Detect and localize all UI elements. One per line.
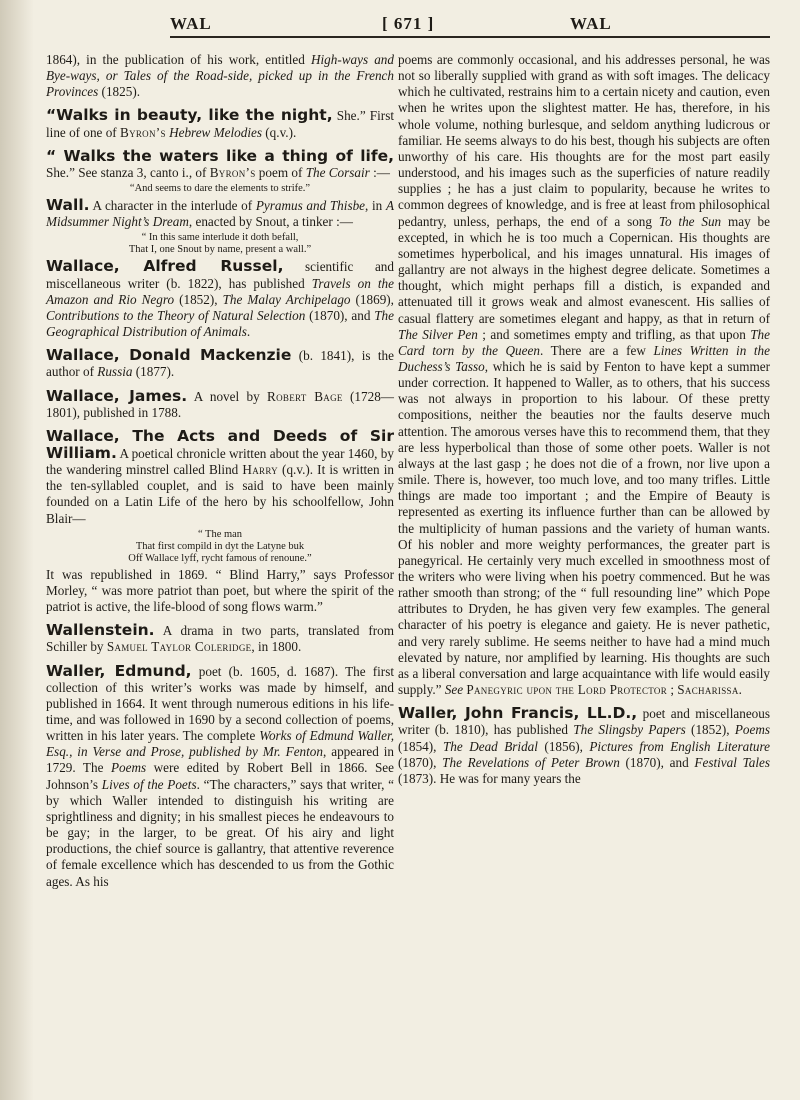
italic-title: Russia (97, 364, 133, 380)
italic-title: The Card torn by the Queen (398, 326, 770, 358)
small-caps-name: Byron’s (119, 124, 166, 140)
entry-text: (1870), and (305, 307, 375, 323)
entry-text: She.” See stanza 3, canto i., of (46, 164, 210, 180)
entry-text: :— (369, 164, 390, 180)
entry-headword: “ Walks the waters like a thing of life, (46, 146, 394, 165)
page-number: [ 671 ] (382, 14, 435, 33)
entry-text: (1869), (350, 291, 394, 307)
entry-text: (b. 1841), is the author of (46, 348, 394, 380)
entry-text: It was republished in 1869. “ Blind Harry,” says Professor Morley, “ was more patriot than poet, but where the spirit of the patriot is active, the life-blood of song flows warm.” (46, 566, 394, 615)
entry-text: (1852), (174, 291, 223, 307)
entry-text: . (246, 324, 251, 340)
entry-text: (q.v.). (261, 124, 297, 140)
entry-text: A character in the interlude of (89, 198, 256, 214)
verse-line: “ The man (197, 528, 243, 540)
entry-text: . There are a few (539, 342, 654, 358)
italic-title: The Malay Archipelago (222, 291, 351, 307)
italic-title: The Revelations of Peter Brown (442, 754, 620, 770)
entry-waller-john (398, 705, 770, 787)
entry-text: scientific and miscellaneous writer (b. 1822), has published (46, 259, 394, 291)
italic-title: Poems (110, 760, 147, 776)
italic-title: High-ways and Bye-ways, or Tales of the Road-side, picked up in the French Provinces (46, 52, 394, 100)
entry-wallace-donald (46, 347, 394, 380)
italic-title: Lives of the Poets (101, 776, 197, 792)
entry-wall (46, 197, 394, 230)
entry-text: . “The characters,” says that writer, “ by which Waller intended to distinguish his writing are sprightliness and dignity; in his smallest pieces he endeavours to be gay; in the larger, to be great. Of his airy and light productions, the chief source is gallantry, that attentive reverence of female excellence which has descended to us from the Gothic ages. As his (46, 776, 394, 889)
entry-text: , enacted by Snout, a tinker :— (188, 214, 353, 230)
italic-title: See (444, 682, 464, 698)
entry-text: , in (365, 198, 386, 214)
entry-text: poet (b. 1605, d. 1687). The first collection of this writer’s works was made by himself, and published in 1664. It went through numerous editions in his life-time, and was followed in 1690 by a second collection of poems, written in his later years. The complete (46, 663, 394, 744)
entry-walks-beauty (46, 107, 394, 140)
header-rule (170, 36, 770, 38)
entry-wallace-william-2 (46, 567, 394, 615)
verse-line: “ In this same interlude it doth befall, (141, 232, 299, 244)
entry-headword: Wallenstein. (46, 621, 155, 640)
italic-title: Lines Written in the Duchess’s Tasso (398, 342, 770, 374)
entry-wallace-james (46, 388, 394, 421)
entry-text: (1728—1801), published in 1788. (46, 388, 394, 420)
entry-text: A novel by (187, 388, 268, 404)
entry-wallace-william (46, 428, 394, 527)
entry-text: She.” First line of one of (46, 108, 394, 140)
entry-text: A drama in two parts, translated from Schiller by (46, 623, 394, 655)
italic-title: The Geographical Distribution of Animals (46, 307, 394, 340)
entry-text: (1852), (685, 722, 735, 738)
entry-cont (46, 52, 394, 100)
verse-quotation (46, 183, 394, 195)
italic-title: Pictures from English Literature (589, 738, 770, 754)
entry-headword: Wallace, Alfred Russel, (46, 257, 284, 276)
entry-text: (1825). (98, 84, 141, 100)
verse-line: Off Wallace lyff, rycht famous of renoune.” (128, 552, 312, 564)
entry-waller-edmund (46, 663, 394, 890)
entry-text: poet and miscellaneous writer (b. 1810), has published (398, 706, 770, 738)
small-caps-name: Sacharissa (677, 682, 739, 698)
italic-title: The Silver Pen (398, 326, 478, 342)
entry-text: poems are commonly occasional, and his addresses personal, he was not so liberally supplied with grand as with soft images. The delicacy which he cultivated, restrains him to a certain nicety and caution, even when he writes upon the slightest matter. He has, therefore, in his whole volume, nothing burlesque, and seldom anything ludicrous or familiar. He seems always to do his best, though his subjects are often unworthy of his care. His thoughts are for the most part easily understood, and his images such as the superficies of nature readily supplies ; he has a just claim to popularity, because he writes to common degrees of knowledge, and is free at least from philosophical pedantry, unless, perhaps, the end of a song (398, 52, 770, 229)
entry-text: were edited by Robert Bell in 1866. See Johnson’s (46, 760, 395, 792)
right-column (398, 52, 770, 787)
entry-text: (1870), and (619, 754, 695, 770)
entry-headword: Wallace, James. (46, 386, 188, 405)
entry-text: ; and sometimes empty and trifling, as that upon (477, 326, 751, 342)
entry-text: . (738, 682, 742, 698)
entry-headword: Wall. (46, 196, 90, 215)
entry-headword: Wallace, The Acts and Deeds of Sir William. (46, 426, 394, 462)
left-column (46, 52, 394, 890)
entry-text: may be excepted, in which he is too much a Copernican. His thoughts are sometimes hyperbolical, and his images unnatural. His images of gallantry are not always in the highest degree delicate. Sometimes a thought, which might perhaps fill a distich, is expanded and attenuated till it grows weak and almost evanescent. His sallies of casual flattery are sometimes elegant and happy, as that in return of (398, 213, 771, 326)
entry-headword: Waller, Edmund, (46, 661, 192, 680)
entry-walks-waters (46, 148, 394, 181)
book-spine-shadow (0, 0, 34, 1100)
italic-title: The Dead Bridal (442, 738, 538, 754)
entry-text: (1854), (398, 738, 443, 754)
entry-text: poem of (255, 164, 306, 180)
entry-text: (1856), (537, 738, 590, 754)
italic-title: The Corsair (305, 164, 370, 180)
italic-title: Festival Tales (694, 754, 770, 770)
running-head-left: WAL (170, 14, 212, 33)
entry-headword: Wallace, Donald Mackenzie (46, 346, 292, 365)
italic-title: Hebrew Melodies (169, 124, 262, 140)
entry-text: , in 1800. (251, 639, 302, 655)
italic-title: A Midsummer Night’s Dream (46, 198, 394, 230)
entry-text: A poetical chronicle written about the year 1460, by the wandering minstrel called Blind (46, 445, 394, 478)
verse-line: That first compild in dyt the Latyne buk (135, 540, 305, 552)
entry-text: (1873). He was for many years the (398, 770, 581, 786)
entry-text: , appeared in 1729. The (46, 744, 394, 776)
page-header (150, 14, 770, 38)
verse-line: That I, one Snout by name, present a wall.” (128, 244, 312, 256)
entry-text: (q.v.). It is written in the ten-syllabled couplet, and is said to have been mainly founded on a Latin Life of the hero by his schoolfellow, John Blair— (46, 462, 394, 526)
small-caps-name: Panegyric upon the Lord Protector (466, 682, 668, 698)
small-caps-name: Robert Bage (267, 388, 343, 404)
italic-title: Pyramus and Thisbe (255, 198, 366, 214)
running-head-right: WAL (570, 14, 612, 33)
verse-line: “And seems to dare the elements to strife.” (129, 183, 311, 195)
small-caps-name: Samuel Taylor Coleridge (106, 639, 252, 655)
italic-title: Travels on the Amazon and Rio Negro (46, 275, 394, 307)
entry-wallace-alfred (46, 258, 394, 340)
entry-wallenstein (46, 622, 394, 655)
italic-title: The Slingsby Papers (573, 722, 686, 738)
entry-waller-cont (398, 52, 770, 698)
small-caps-name: Byron’s (209, 164, 256, 180)
entry-text: 1864), in the publication of his work, entitled (46, 52, 311, 67)
entry-headword: Waller, John Francis, LL.D., (398, 704, 638, 723)
entry-headword: “Walks in beauty, like the night, (46, 106, 333, 125)
entry-text: (1870), (398, 754, 443, 770)
italic-title: Poems (734, 722, 770, 738)
entry-text: , which he is said by Fenton to have kept a summer under correction. It happened to Waller, as to others, that his success was not always in proportion to his labour. Of these pretty compositions, neither the beauties nor the faults deserve much attention. The amorous verses have this to recommend them, that they are less hyperbolical than those of some other poets. Waller is not always at the last gasp ; he does not die of a frown, nor live upon a smile. There is, however, too much love, and too many trifles. Little things are made too important ; and the Empire of Beauty is represented as exerting its influence further than can be allowed by the multiplicity of human passions and the variety of human wants. Of his nobler and more weighty performances, the greater part is panegyrical. He certainly very much excelled in smoothness most of the writers who were living when his poetry commenced. But he was rather smooth than strong; of the “ full resounding line” which Pope attributes to Dryden, he has given very few examples. The general character of his poetry is elegance and gaiety. He is never pathetic, and very rarely sublime. He seems neither to have had a mind much elevated by nature, nor amplified by learning. His thoughts are such as a liberal conversation and large acquaintance with life would easily supply.” (398, 358, 771, 698)
italic-title: Contributions to the Theory of Natural Selection (46, 307, 306, 323)
entry-text: (1877). (132, 364, 175, 380)
entry-text: ; (667, 682, 678, 698)
verse-quotation (46, 529, 394, 565)
italic-title: To the Sun (658, 213, 722, 229)
small-caps-name: Harry (242, 462, 278, 478)
italic-title: Works of Edmund Waller, Esq., in Verse and Prose, published by Mr. Fenton (46, 728, 394, 760)
verse-quotation (46, 232, 394, 256)
